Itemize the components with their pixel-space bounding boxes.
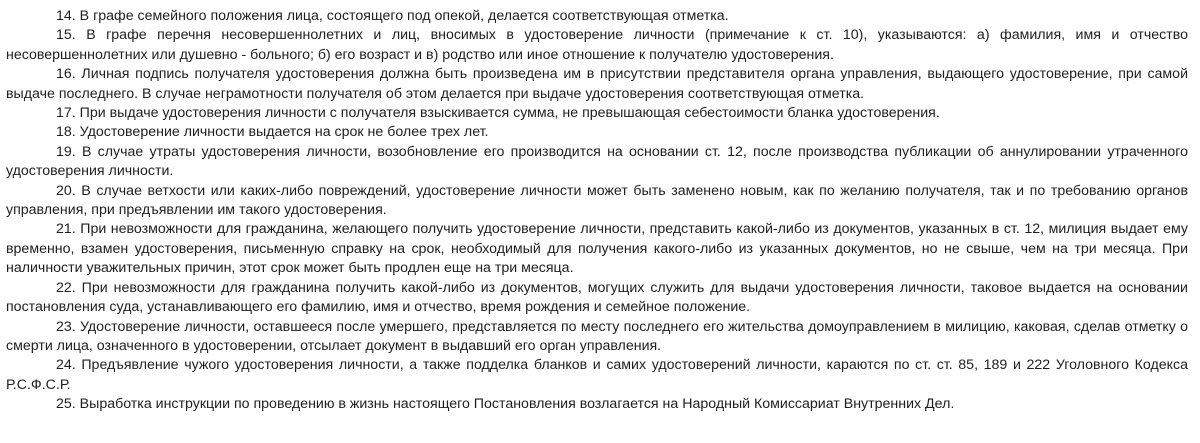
paragraph-16: 16. Личная подпись получателя удостоверения должна быть произведена им в присутствии представителя органа управления, выдающего удостоверение, при самой выдаче последнего. В случае неграмотности получателя об этом делается при выдаче удостоверения соответствующая отметка. — [6, 66, 1188, 102]
paragraph-20: 20. В случае ветхости или каких-либо повреждений, удостоверение личности может быть заменено новым, как по желанию получателя, так и по требованию органов управления, при предъявлении им такого удостоверения. — [6, 182, 1188, 219]
paragraph-19: 19. В случае утраты удостоверения личности, возобновление его производится на основании ст. 12, после производства публикации об аннулировании утраченного удостоверения личности. — [6, 143, 1188, 180]
paragraph-18: 18. Удостоверение личности выдается на срок не более трех лет. — [56, 124, 489, 141]
paragraph-25: 25. Выработка инструкции по проведению в жизнь настоящего Постановления возлагается на Народный Комиссариат Внутренних Дел. — [56, 396, 955, 413]
paragraph-14: 14. В графе семейного положения лица, состоящего под опекой, делается соответствующая отметка. — [56, 8, 729, 24]
paragraph-15: 15. В графе перечня несовершеннолетних и лиц, вносимых в удостоверение личности (примечание к ст. 10), указываются: а) фамилия, имя и отчество несовершеннолетних или душевно - больного; б) его возраст и в) родство или иное отношение к получателю удостоверения. — [6, 27, 1188, 63]
paragraph-23: 23. Удостоверение личности, оставшееся после умершего, представляется по месту последнего его жительства домоуправлением в милицию, каковая, сделав отметку о смерти лица, означенного в удостоверении, отсылает документ в выдавший его орган управления. — [6, 318, 1188, 354]
paragraph-21: 21. При невозможности для гражданина, желающего получить удостоверение личности, представить какой-либо из документов, указанных в ст. 12, милиция выдает ему временно, взамен удостоверения, письменную справку на срок, необходимый для получения какого-либо из указанных документов, но не свыше, чем на три месяца. При наличности уважительных причин, этот срок может быть продлен еще на три месяца. — [6, 221, 1188, 277]
paragraph-24: 24. Предъявление чужого удостоверения личности, а также подделка бланков и самих удостоверений личности, караются по ст. ст. 85, 189 и 222 Уголовного Кодекса Р.С.Ф.С.Р. — [6, 357, 1188, 393]
paragraph-22: 22. При невозможности для гражданина получить какой-либо из документов, могущих служить для выдачи удостоверения личности, таковое выдается на основании постановления суда, устанавливающего его фамилию, имя и отчество, время рождения и семейное положение. — [6, 279, 1188, 316]
paragraph-17: 17. При выдаче удостоверения личности с получателя взыскивается сумма, не превышающая себестоимости бланка удостоверения. — [56, 105, 940, 122]
